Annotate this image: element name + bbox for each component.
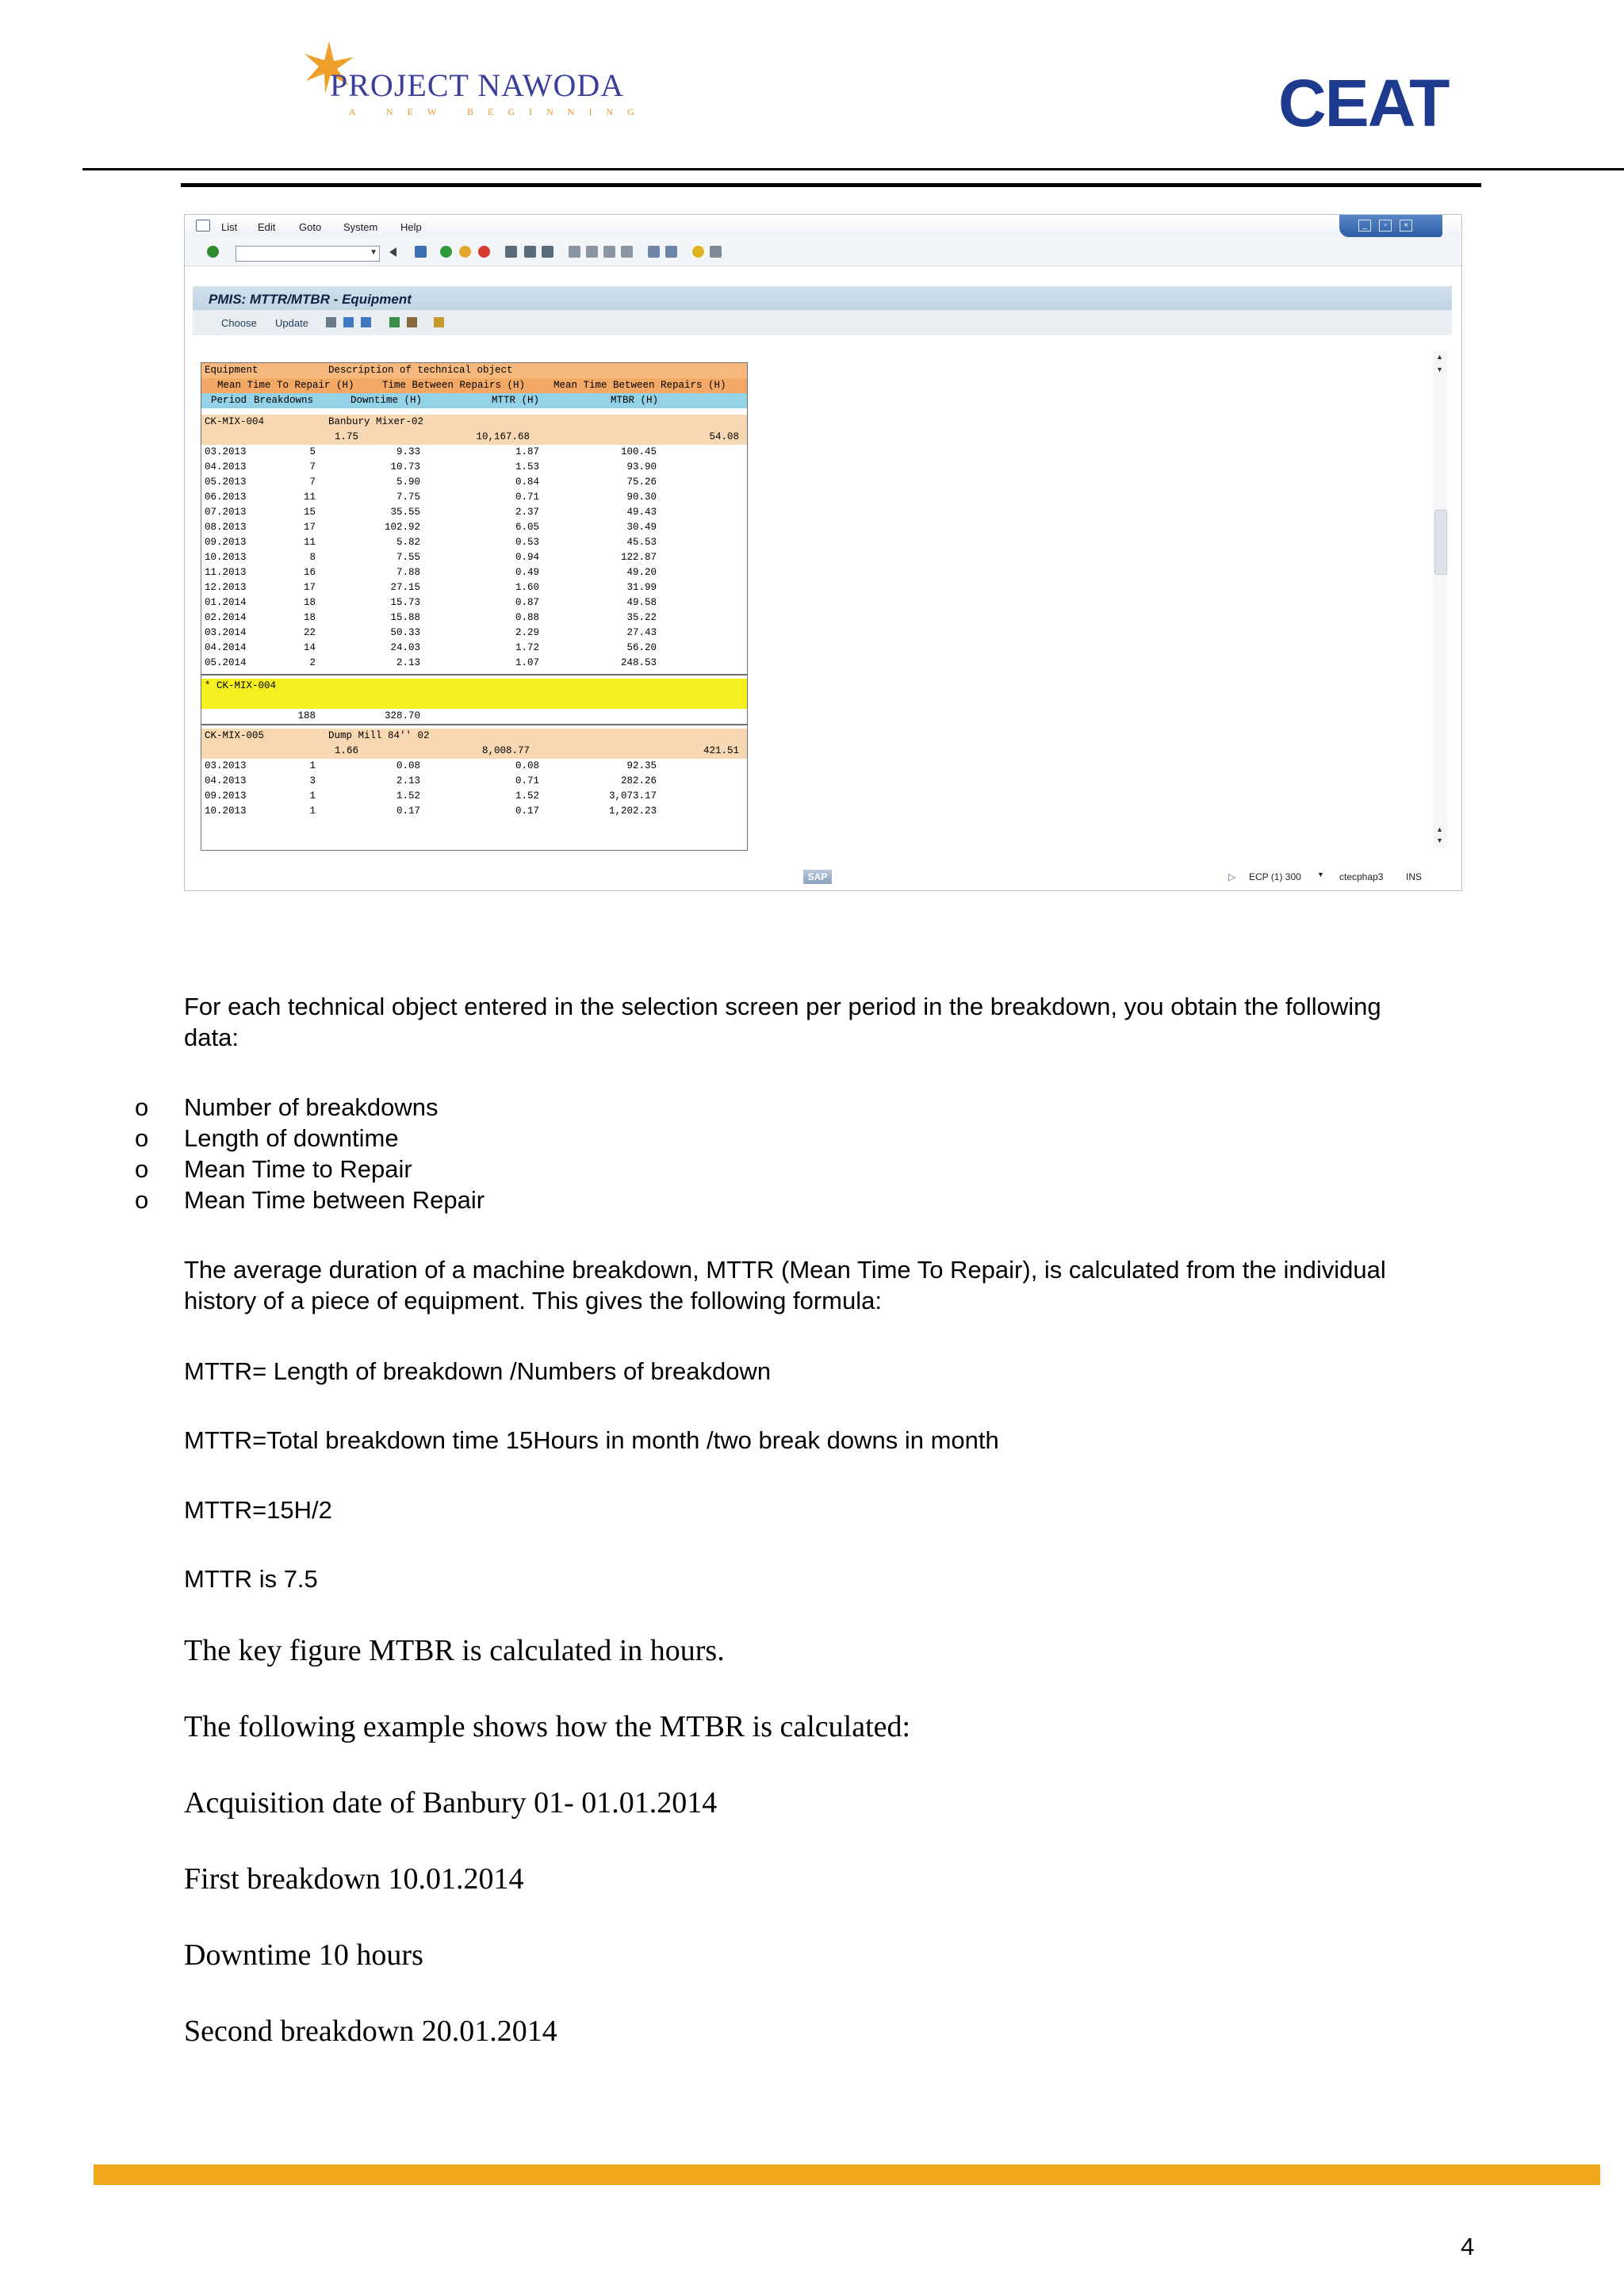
previous-page-icon[interactable] [586,246,598,258]
scroll-up-icon[interactable]: ▲ [1436,353,1443,361]
mtbr-cell: 30.49 [626,522,657,533]
period-cell: 09.2013 [205,537,247,548]
mtbr-cell: 31.99 [626,582,657,593]
col-equipment: Equipment [205,365,259,376]
mttr-cell: 6.05 [515,522,539,533]
downtime-cell: 7.88 [396,567,420,578]
table-row [201,580,747,595]
vertical-scrollbar[interactable] [1433,351,1447,848]
window-controls [1339,215,1442,237]
bullet-item: Number of breakdowns [184,1093,439,1121]
mttr-cell: 1.87 [515,446,539,457]
bullet-item: Mean Time between Repair [184,1186,485,1214]
minimize-icon[interactable]: _ [1358,220,1371,232]
sum-icon[interactable] [389,317,400,327]
command-field[interactable] [236,246,380,262]
col-breakdowns: Breakdowns [254,395,314,406]
mtbr-cell: 35.22 [626,612,657,623]
period-cell: 01.2014 [205,597,247,608]
breakdowns-cell: 1 [309,760,316,771]
breakdowns-cell: 5 [309,446,316,457]
formula-line: MTTR is 7.5 [184,1565,318,1593]
back-icon[interactable] [440,246,452,258]
period-cell: 02.2014 [205,612,247,623]
mtbr-cell: 75.26 [626,476,657,488]
mtbr-cell: 93.90 [626,461,657,473]
mttr-cell: 2.37 [515,507,539,518]
table-row [201,535,747,550]
menu-icon[interactable] [196,220,210,232]
table-row [201,520,747,535]
bullet-item: Length of downtime [184,1124,399,1152]
status-dropdown-icon[interactable]: ▼ [1317,871,1324,878]
sap-menu-bar [185,215,1461,239]
total-values-row [201,709,747,724]
equipment-mttr: 1.75 [335,431,359,442]
period-cell: 12.2013 [205,582,247,593]
downtime-cell: 2.13 [396,657,420,668]
period-cell: 11.2013 [205,567,247,578]
breakdowns-cell: 17 [303,582,316,593]
downtime-cell: 1.52 [396,790,420,802]
table-row [201,610,747,626]
mtbr-cell: 90.30 [626,492,657,503]
mttr-cell: 1.07 [515,657,539,668]
table-row [201,460,747,475]
period-cell: 08.2013 [205,522,247,533]
breakdowns-cell: 1 [309,790,316,802]
col-description: Description of technical object [328,365,513,376]
mttr-paragraph: The average duration of a machine breakdown, MTTR (Mean Time To Repair), is calculated from the individual history of a piece of equipment. This gives the following formula: [184,1256,1386,1314]
period-cell: 03.2013 [205,446,247,457]
period-cell: 06.2013 [205,492,247,503]
breakdowns-cell: 14 [303,642,316,653]
period-cell: 03.2014 [205,627,247,638]
downtime-cell: 102.92 [384,522,420,533]
period-cell: 04.2013 [205,461,247,473]
period-cell: 10.2013 [205,806,247,817]
table-row [201,804,747,819]
mttr-cell: 0.88 [515,612,539,623]
downtime-cell: 50.33 [390,627,420,638]
mttr-mtbr-list [201,362,748,851]
menu-list[interactable]: List [221,221,238,233]
serif-paragraph: Acquisition date of Banbury 01- 01.01.2014 [184,1786,718,1820]
downtime-cell: 35.55 [390,507,420,518]
table-row [201,656,747,671]
equipment-mttr: 1.66 [335,745,359,756]
formula-line: MTTR=Total breakdown time 15Hours in month /two break downs in month [184,1426,999,1454]
scroll-down-bottom-icon[interactable]: ▼ [1436,836,1443,844]
project-nawoda-logo [301,33,649,121]
mtbr-cell: 27.43 [626,627,657,638]
intro-paragraph: For each technical object entered in the selection screen per period in the breakdown, you obtain the following data: [184,993,1381,1051]
breakdowns-cell: 1 [309,806,316,817]
back-arrow-icon[interactable] [389,247,396,257]
mtbr-cell: 100.45 [620,446,657,457]
serif-paragraph: The following example shows how the MTBR is calculated: [184,1710,911,1743]
mttr-cell: 0.53 [515,537,539,548]
choose-button[interactable]: Choose [221,317,257,329]
equipment-description: Banbury Mixer-02 [328,416,424,427]
menu-help[interactable]: Help [400,221,422,233]
col-period: Period [211,395,247,406]
breakdowns-cell: 3 [309,775,316,786]
serif-paragraph: Second breakdown 20.01.2014 [184,2015,557,2048]
mtbr-cell: 1,202.23 [608,806,657,817]
mttr-cell: 0.08 [515,760,539,771]
scrollbar-thumb[interactable] [1434,510,1447,575]
table-row [201,595,747,610]
save-icon[interactable] [415,246,427,258]
status-server: ctecphap3 [1339,871,1384,882]
formula-line: MTTR=15H/2 [184,1496,332,1524]
restore-icon[interactable]: ▫ [1379,220,1392,232]
sap-logo: SAP [803,870,832,884]
bullet-marker: o [135,1124,149,1152]
table-row [201,789,747,804]
equipment-tbr: 10,167.68 [476,431,530,442]
equipment-header-row [201,415,747,430]
downtime-cell: 5.82 [396,537,420,548]
col-tbr: Time Between Repairs (H) [382,380,526,391]
table-row [201,774,747,789]
cancel-icon[interactable] [478,246,490,258]
ceat-logo [1278,66,1449,140]
menu-goto[interactable]: Goto [299,221,322,233]
menu-system[interactable]: System [343,221,378,233]
breakdowns-cell: 18 [303,597,316,608]
downtime-cell: 5.90 [396,476,420,488]
downtime-cell: 10.73 [390,461,420,473]
period-cell: 09.2013 [205,790,247,802]
mtbr-cell: 282.26 [620,775,657,786]
screen-title: PMIS: MTTR/MTBR - Equipment [209,292,412,307]
table-row [201,565,747,580]
mttr-cell: 1.72 [515,642,539,653]
total-downtime: 328.70 [384,710,420,721]
period-cell: 03.2013 [205,760,247,771]
equipment-id: CK-MIX-005 [205,730,265,741]
breakdowns-cell: 22 [303,627,316,638]
sap-title-bar [193,286,1452,311]
find-next-icon[interactable] [542,246,553,258]
total-label: * CK-MIX-004 [205,680,277,691]
sap-application-toolbar [193,310,1452,335]
downtime-cell: 27.15 [390,582,420,593]
find-icon[interactable] [524,246,536,258]
breakdowns-cell: 15 [303,507,316,518]
serif-paragraph: The key figure MTBR is calculated in hours. [184,1634,725,1667]
table-row [201,505,747,520]
list-header-row-3 [201,393,747,408]
table-row [201,641,747,656]
table-row [201,490,747,505]
serif-paragraph: First breakdown 10.01.2014 [184,1862,524,1896]
mtbr-cell: 92.35 [626,760,657,771]
chevron-down-icon[interactable]: ▼ [370,248,377,257]
equipment-id: CK-MIX-004 [205,416,265,427]
export-icon[interactable] [434,317,444,327]
mttr-cell: 1.52 [515,790,539,802]
breakdowns-cell: 7 [309,476,316,488]
total-label-row [201,679,747,694]
col-mtbr-total: Mean Time Between Repairs (H) [553,380,726,391]
equipment-groups [201,415,747,819]
percent-icon[interactable] [407,317,417,327]
breakdowns-cell: 18 [303,612,316,623]
help-icon[interactable] [692,246,704,258]
period-cell: 10.2013 [205,552,247,563]
col-mttr-total: Mean Time To Repair (H) [217,380,354,391]
sap-window-screenshot [184,214,1462,891]
table-row [201,759,747,774]
scroll-up-bottom-icon[interactable]: ▲ [1436,825,1443,833]
breakdowns-cell: 11 [303,537,316,548]
exit-icon[interactable] [459,246,471,258]
next-page-icon[interactable] [603,246,615,258]
layout-icon[interactable] [710,246,722,258]
scroll-down-icon[interactable]: ▼ [1436,365,1443,373]
col-mttr: MTTR (H) [492,395,540,406]
period-cell: 04.2014 [205,642,247,653]
header-rule-thick [181,183,1481,187]
menu-edit[interactable]: Edit [258,221,276,233]
mttr-cell: 1.60 [515,582,539,593]
table-row [201,550,747,565]
filter-delete-icon[interactable] [361,317,371,327]
list-header-row-1 [201,363,747,378]
mtbr-cell: 49.58 [626,597,657,608]
downtime-cell: 15.73 [390,597,420,608]
equipment-summary-row [201,744,747,759]
ceat-logo-text: CEAT [1278,66,1449,140]
downtime-cell: 0.17 [396,806,420,817]
breakdowns-cell: 7 [309,461,316,473]
group-separator [201,724,747,725]
mtbr-cell: 248.53 [620,657,657,668]
bullet-marker: o [135,1093,149,1121]
sap-standard-toolbar [185,239,1461,266]
table-row [201,475,747,490]
mtbr-cell: 122.87 [620,552,657,563]
status-system: ECP (1) 300 [1249,871,1301,882]
downtime-cell: 15.88 [390,612,420,623]
equipment-summary-row [201,430,747,445]
serif-paragraph: Downtime 10 hours [184,1938,423,1972]
total-separator [201,674,747,675]
mttr-cell: 0.87 [515,597,539,608]
logo-brand-text: PROJECT NAWODA [330,67,625,103]
status-mode: INS [1406,871,1423,882]
logo-tagline: A NEW BEGINNING [349,106,649,117]
col-downtime: Downtime (H) [350,395,423,406]
mtbr-cell: 49.43 [626,507,657,518]
period-cell: 04.2013 [205,775,247,786]
breakdowns-cell: 2 [309,657,316,668]
mttr-cell: 0.94 [515,552,539,563]
mttr-cell: 0.17 [515,806,539,817]
formula-line: MTTR= Length of breakdown /Numbers of breakdown [184,1357,772,1385]
mtbr-cell: 45.53 [626,537,657,548]
status-expand-icon[interactable]: ▷ [1228,871,1236,882]
mtbr-cell: 56.20 [626,642,657,653]
period-cell: 05.2013 [205,476,247,488]
page-number: 4 [1461,2233,1475,2260]
bullet-marker: o [135,1155,149,1183]
shortcut-icon[interactable] [665,246,677,258]
period-cell: 05.2014 [205,657,247,668]
filter-icon[interactable] [343,317,354,327]
first-page-icon[interactable] [569,246,580,258]
total-breakdowns: 188 [297,710,316,721]
mttr-cell: 0.71 [515,775,539,786]
mttr-cell: 1.53 [515,461,539,473]
list-header-row-2 [201,378,747,393]
breakdowns-cell: 16 [303,567,316,578]
footer-bar [94,2164,1600,2185]
bullet-marker: o [135,1186,149,1214]
bullet-item: Mean Time to Repair [184,1155,412,1183]
downtime-cell: 24.03 [390,642,420,653]
equipment-mtbr: 421.51 [703,745,739,756]
mtbr-cell: 3,073.17 [608,790,657,802]
mttr-cell: 2.29 [515,627,539,638]
downtime-cell: 0.08 [396,760,420,771]
table-row [201,626,747,641]
print-icon[interactable] [505,246,517,258]
total-spacer-row [201,694,747,709]
mtbr-cell: 49.20 [626,567,657,578]
equipment-description: Dump Mill 84'' 02 [328,730,430,741]
downtime-cell: 9.33 [396,446,420,457]
downtime-cell: 2.13 [396,775,420,786]
sap-status-bar [185,870,1461,890]
mttr-cell: 0.71 [515,492,539,503]
close-icon[interactable]: × [1400,220,1412,232]
downtime-cell: 7.55 [396,552,420,563]
breakdowns-cell: 8 [309,552,316,563]
last-page-icon[interactable] [621,246,633,258]
col-mtbr: MTBR (H) [611,395,659,406]
breakdowns-cell: 17 [303,522,316,533]
new-session-icon[interactable] [648,246,660,258]
mttr-cell: 0.49 [515,567,539,578]
header-rule [82,168,1624,170]
breakdowns-cell: 11 [303,492,316,503]
equipment-tbr: 8,008.77 [481,745,530,756]
equipment-mtbr: 54.08 [709,431,739,442]
update-button[interactable]: Update [275,317,308,329]
print-list-icon[interactable] [326,317,336,327]
equipment-header-row [201,729,747,744]
enter-check-icon[interactable] [207,246,219,258]
table-row [201,445,747,460]
mttr-cell: 0.84 [515,476,539,488]
period-cell: 07.2013 [205,507,247,518]
downtime-cell: 7.75 [396,492,420,503]
